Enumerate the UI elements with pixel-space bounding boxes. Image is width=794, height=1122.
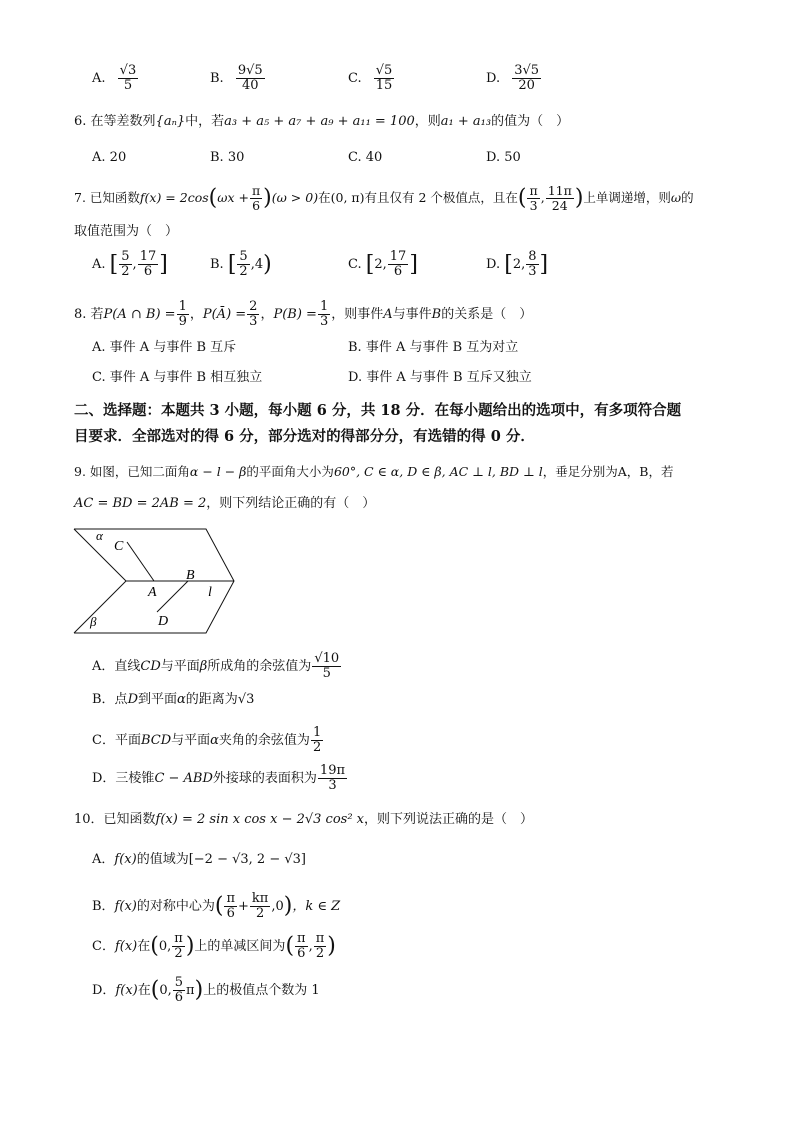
label-c: C — [114, 539, 124, 554]
q6-option-b[interactable]: B. 30 — [210, 150, 245, 165]
plane-beta-edge — [74, 581, 126, 633]
label-d: D — [158, 614, 169, 629]
q8-stem: 8. 若P(A ∩ B) = $\frac{1}{9}$ ，P(Ā) = $\frac{2}{3}$ ，P(B) = $\frac{1}{3}$ ，则事件A与事件B的关系是（ ） — [74, 299, 533, 329]
q7-stem: 7. 已知函数f(x) = 2cos(ωx + $\frac{\pi}{6}$ )(ω > 0)在(0, π)有且仅有 2 个极值点，且在( $\frac{\pi}{3}$ , $\frac{11\pi}{24}$ )上单调递增，则ω的 — [74, 183, 694, 213]
q6-option-c[interactable]: C. 40 — [348, 150, 383, 165]
q9-stem: 9. 如图，已知二面角α − l − β的平面角大小为60°, C ∈ α, D ∈ β, AC ⊥ l, BD ⊥ l，垂足分别为A，B，若 — [74, 464, 674, 479]
q10-option-a[interactable]: A．f(x)的值域为[−2 − √3, 2 − √3] — [92, 852, 306, 867]
q9-dihedral-figure — [70, 526, 240, 636]
segment-ac — [127, 542, 154, 581]
q6-stem: 6. 在等差数列{aₙ}中，若a₃ + a₅ + a₇ + a₉ + a₁₁ = 100，则a₁ + a₁₃的值为（ ） — [74, 114, 570, 129]
q8-option-a[interactable]: A. 事件 A 与事件 B 互斥 — [92, 340, 237, 355]
q5-options — [0, 64, 794, 104]
q8-option-c[interactable]: C. 事件 A 与事件 B 相互独立 — [92, 370, 263, 385]
label-a: A — [148, 585, 157, 600]
q8-option-b[interactable]: B. 事件 A 与事件 B 互为对立 — [348, 340, 519, 355]
q7-option-b[interactable]: B. [ $\frac{5}{2}$ ,4) — [210, 249, 272, 279]
q7-stem-line2: 取值范围为（ ） — [74, 224, 179, 239]
q5-option-c[interactable]: C. $\frac{√5}{15}$ — [348, 63, 393, 93]
q5-option-d[interactable]: D. $\frac{3√5}{20}$ — [486, 63, 540, 93]
q9-option-d[interactable]: D．三棱锥C − ABD外接球的表面积为 $\frac{19\pi}{3}$ — [92, 763, 346, 793]
q10-option-c[interactable]: C．f(x)在(0, $\frac{\pi}{2}$ )上的单减区间为( $\frac{\pi}{6}$ , $\frac{\pi}{2}$ ) — [92, 931, 336, 961]
label-l: l — [208, 585, 212, 600]
q6-option-a[interactable]: A. 20 — [92, 150, 127, 165]
section-2-heading: 二、选择题：本题共 3 小题，每小题 6 分，共 18 分．在每小题给出的选项中，有多项符合题 目要求．全部选对的得 6 分，部分选对的得部分分，有选错的得 0 分． — [74, 402, 682, 445]
q7-option-c[interactable]: C. [2, $\frac{17}{6}$ ] — [348, 249, 418, 279]
q7-option-d[interactable]: D. [2, $\frac{8}{3}$ ] — [486, 249, 549, 279]
q7-option-a[interactable]: A. [ $\frac{5}{2}$ , $\frac{17}{6}$ ] — [92, 249, 168, 279]
q9-option-b[interactable]: B．点D到平面α的距离为√3 — [92, 692, 255, 707]
q5-option-a[interactable]: A. $\frac{√3}{5}$ — [92, 63, 137, 93]
q9-stem-line2: AC = BD = 2AB = 2，则下列结论正确的有（ ） — [74, 496, 376, 511]
q9-option-a[interactable]: A．直线CD与平面β所成角的余弦值为 $\frac{√10}{5}$ — [92, 651, 340, 681]
q6-option-d[interactable]: D. 50 — [486, 150, 521, 165]
q10-option-b[interactable]: B．f(x)的对称中心为( $\frac{\pi}{6}$ + $\frac{k\pi}{2}$ ,0)，k ∈ Z — [92, 891, 341, 921]
q9-option-c[interactable]: C．平面BCD与平面α夹角的余弦值为 $\frac{1}{2}$ — [92, 725, 322, 755]
q7-options — [0, 250, 794, 290]
q10-option-d[interactable]: D．f(x)在(0, $\frac{5}{6}$ π)上的极值点个数为 1 — [92, 975, 320, 1005]
label-beta: β — [90, 614, 97, 629]
segment-bd — [157, 581, 188, 612]
q8-option-d[interactable]: D. 事件 A 与事件 B 互斥又独立 — [348, 370, 532, 385]
label-b: B — [186, 568, 195, 583]
q10-stem: 10．已知函数f(x) = 2 sin x cos x − 2√3 cos² x，则下列说法正确的是（ ） — [74, 812, 534, 827]
label-alpha: α — [96, 528, 103, 543]
q5-option-b[interactable]: B. $\frac{9√5}{40}$ — [210, 63, 263, 93]
